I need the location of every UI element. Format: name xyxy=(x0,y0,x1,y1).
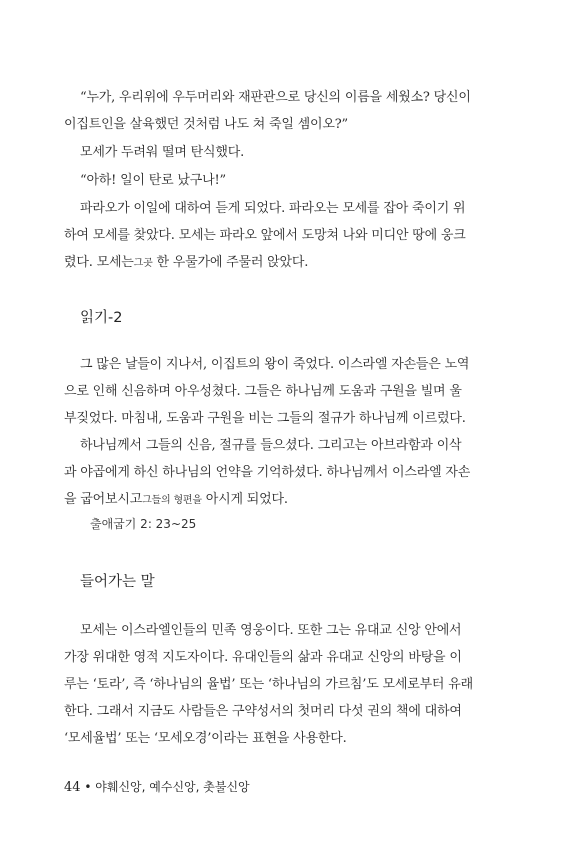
reading2-line-1: 그 많은 날들이 지나서, 이집트의 왕이 죽었다. 이스라엘 자손들은 노역 xyxy=(80,357,470,372)
passage1-line-5: 파라오가 이일에 대하여 듣게 되었다. 파라오는 모세를 잡아 죽이기 위 xyxy=(80,201,466,216)
reading2-source: 출애굽기 2: 23~25 xyxy=(90,517,197,531)
footer-bullet: • xyxy=(84,780,92,794)
passage1-line-1: “누가, 우리위에 우두머리와 재판관으로 당신의 이름을 세웠소? 당신이 xyxy=(80,90,471,105)
intro-line-2: 가장 위대한 영적 지도자이다. 유대인들의 삶과 유대교 신앙의 바탕을 이 xyxy=(64,650,462,665)
intro-heading: 들어가는 말 xyxy=(80,574,155,590)
reading2-line-5: 과 야곱에게 하신 하나님의 언약을 기억하셨다. 하나님께서 이스라엘 자손 xyxy=(64,465,471,480)
passage1-line-6: 하여 모세를 찾았다. 모세는 파라오 앞에서 도망쳐 나와 미디안 땅에 웅크 xyxy=(64,228,466,243)
passage1-line-7 xyxy=(64,253,506,273)
passage1-line-2: 이집트인을 살육했던 것처럼 나도 쳐 죽일 셈이오?” xyxy=(64,117,348,132)
reading2-heading: 읽기-2 xyxy=(80,310,123,326)
reading2-line-6-small: 그들의 형편을 xyxy=(142,495,202,506)
passage1-line-7-rest: 한 우물가에 주물러 앉았다. xyxy=(152,255,309,270)
reading2-line-6-rest: 아시게 되었다. xyxy=(201,492,288,507)
intro-line-3: 루는 ‘토라’, 즉 ‘하나님의 율법’ 또는 ‘하나님의 가르침’도 모세로부터 유래 xyxy=(64,677,473,692)
reading2-line-6-start: 을 굽어보시고 xyxy=(64,492,143,507)
passage1-line-3: 모세가 두려워 떨며 탄식했다. xyxy=(80,145,245,160)
passage1-line-7-start: 렸다. 모세는 xyxy=(64,255,134,270)
page-footer xyxy=(64,778,250,796)
reading2-line-3: 부짖었다. 마침내, 도움과 구원을 비는 그들의 절규가 하나님께 이르렀다. xyxy=(64,411,466,426)
reading2-line-6 xyxy=(64,490,506,510)
reading2-line-4: 하나님께서 그들의 신음, 절규를 들으셨다. 그리고는 아브라함과 이삭 xyxy=(80,438,462,453)
intro-line-1: 모세는 이스라엘인들의 민족 영웅이다. 또한 그는 유대교 신앙 안에서 xyxy=(80,623,462,638)
intro-line-4: 한다. 그래서 지금도 사람들은 구약성서의 첫머리 다섯 권의 책에 대하여 xyxy=(64,704,462,719)
passage1-line-7-small: 그곳 xyxy=(133,258,153,269)
passage1-line-4: “아하! 일이 탄로 났구나!” xyxy=(80,173,226,188)
reading2-line-2: 으로 인해 신음하며 아우성쳤다. 그들은 하나님께 도움과 구원을 빌며 울 xyxy=(64,384,462,399)
book-title: 야훼신앙, 예수신앙, 촛불신앙 xyxy=(95,780,250,794)
page-number: 44 xyxy=(64,780,81,795)
intro-line-5: ‘모세율법’ 또는 ‘모세오경’이라는 표현을 사용한다. xyxy=(64,731,347,746)
